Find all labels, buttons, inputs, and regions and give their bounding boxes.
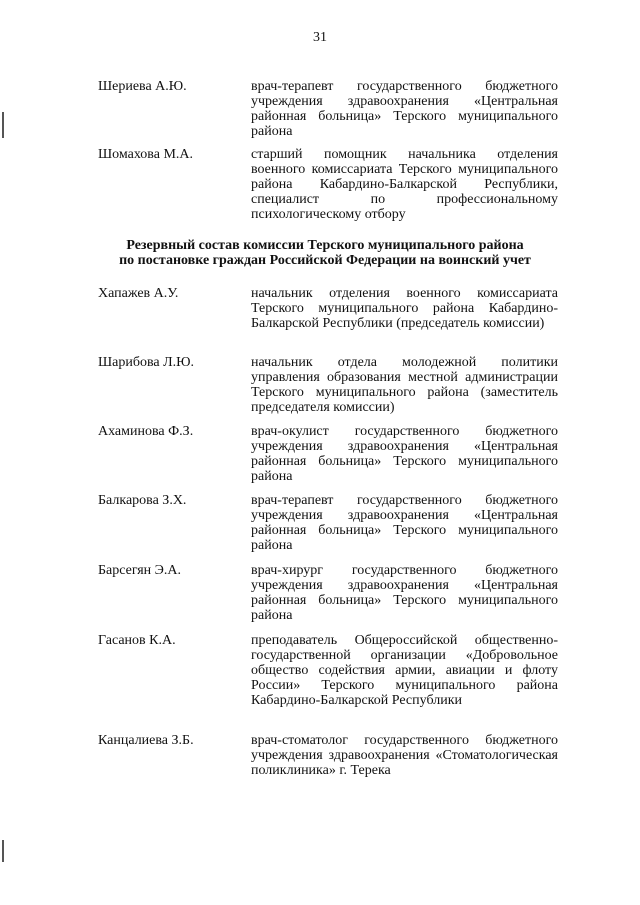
- member-name: Хапажев А.У.: [98, 286, 179, 301]
- member-name: Шериева А.Ю.: [98, 79, 187, 94]
- member-name: Шарибова Л.Ю.: [98, 355, 194, 370]
- section-heading-line-2: по постановке граждан Российской Федерации на воинский учет: [119, 253, 531, 268]
- member-role: врач-терапевт государственного бюджетного учреждения здравоохранения «Центральная районная больница» Терского муниципального района: [251, 493, 558, 553]
- member-role: начальник отдела молодежной политики управления образования местной администрации Терского муниципального района (заместитель председателя комиссии): [251, 355, 558, 415]
- section-heading: [90, 238, 560, 268]
- member-name: Гасанов К.А.: [98, 633, 176, 648]
- member-name: Шомахова М.А.: [98, 147, 193, 162]
- member-name: Канцалиева З.Б.: [98, 733, 194, 748]
- member-role: врач-терапевт государственного бюджетного учреждения здравоохранения «Центральная районная больница» Терского муниципального района: [251, 79, 558, 139]
- member-role: начальник отделения военного комиссариата Терского муниципального района Кабардино-Балкарской Республики (председатель комиссии): [251, 286, 558, 331]
- scan-edge-mark-top: [2, 112, 4, 138]
- member-role: врач-хирург государственного бюджетного учреждения здравоохранения «Центральная районная больница» Терского муниципального района: [251, 563, 558, 623]
- member-role: преподаватель Общероссийской общественно-государственной организации «Добровольное общество содействия армии, авиации и флоту России» Терского муниципального района Кабардино-Балкарской Республики: [251, 633, 558, 708]
- section-heading-line-1: Резервный состав комиссии Терского муниципального района: [126, 238, 524, 253]
- page-number: 31: [313, 30, 327, 45]
- member-role: врач-окулист государственного бюджетного учреждения здравоохранения «Центральная районная больница» Терского муниципального района: [251, 424, 558, 484]
- member-name: Балкарова З.Х.: [98, 493, 187, 508]
- member-name: Барсегян Э.А.: [98, 563, 182, 578]
- member-role: старший помощник начальника отделения военного комиссариата Терского муниципального района Кабардино-Балкарской Республики, специалист по профессиональному психологическому отбору: [251, 147, 558, 222]
- member-role: врач-стоматолог государственного бюджетного учреждения здравоохранения «Стоматологическая поликлиника» г. Терека: [251, 733, 558, 778]
- scan-edge-mark-bottom: [2, 840, 4, 862]
- member-name: Ахаминова Ф.З.: [98, 424, 194, 439]
